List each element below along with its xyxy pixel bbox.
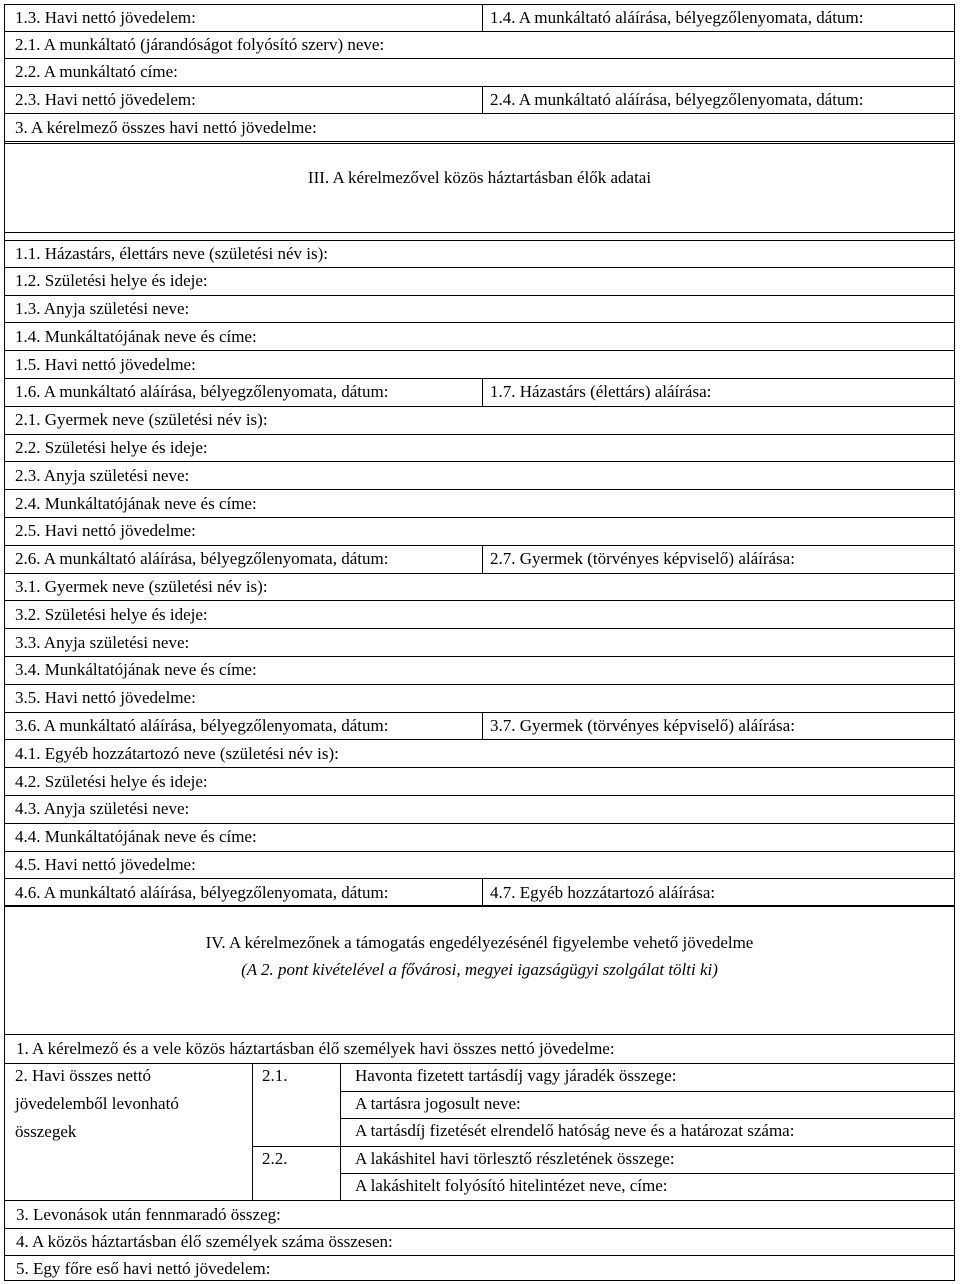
household-row-right-label: 1.7. Házastárs (élettárs) aláírása: xyxy=(490,382,712,402)
household-row-label: 3.6. A munkáltató aláírása, bélyegzőlenyomata, dátum: xyxy=(15,715,389,735)
household-row-label: 1.5. Havi nettó jövedelme: xyxy=(15,354,196,374)
household-row-right-label: 3.7. Gyermek (törvényes képviselő) aláírása: xyxy=(490,715,795,735)
section-iii-title: III. A kérelmezővel közös háztartásban élők adatai xyxy=(307,168,652,187)
household-row xyxy=(4,852,955,880)
divider xyxy=(252,1146,954,1147)
divider xyxy=(4,143,955,144)
household-row xyxy=(4,407,955,435)
household-row-label: 2.6. A munkáltató aláírása, bélyegzőlenyomata, dátum: xyxy=(15,549,389,569)
household-row-label: 1.1. Házastárs, élettárs neve (születési név is): xyxy=(15,243,328,263)
household-row-label: 2.1. Gyermek neve (születési név is): xyxy=(15,410,268,430)
sub-item-2-1-b: A tartásra jogosult neve: xyxy=(355,1094,521,1113)
top-row-label: 2.3. Havi nettó jövedelem: xyxy=(15,90,196,110)
divider xyxy=(4,905,955,906)
household-row-label: 4.1. Egyéb hozzátartozó neve (születési név is): xyxy=(15,743,339,763)
household-row-label: 3.3. Anyja születési neve: xyxy=(15,632,190,652)
income-row-1-label: 1. A kérelmező és a vele közös háztartásban élő személyek havi összes nettó jövedelme: xyxy=(16,1039,615,1058)
divider xyxy=(340,1091,954,1092)
household-row-label: 2.3. Anyja születési neve: xyxy=(15,465,190,485)
household-row xyxy=(4,379,955,407)
divider xyxy=(482,5,483,31)
household-row-label: 4.2. Születési helye és ideje: xyxy=(15,771,208,791)
top-row xyxy=(4,114,955,142)
household-row xyxy=(4,435,955,463)
income-row-1 xyxy=(4,1034,955,1064)
deductions-label-line-3: összegek xyxy=(15,1122,77,1141)
household-row-label: 3.4. Munkáltatójának neve és címe: xyxy=(15,660,257,680)
divider xyxy=(482,879,483,906)
divider xyxy=(252,1064,253,1201)
household-row xyxy=(4,740,955,768)
household-row-label: 4.6. A munkáltató aláírása, bélyegzőlenyomata, dátum: xyxy=(15,882,389,902)
section-iv-title: IV. A kérelmezőnek a támogatás engedélyezésénél figyelembe vehető jövedelme xyxy=(205,933,754,952)
divider xyxy=(482,713,483,740)
household-row xyxy=(4,518,955,546)
household-row-label: 2.5. Havi nettó jövedelme: xyxy=(15,521,196,541)
household-row-label: 1.3. Anyja születési neve: xyxy=(15,298,190,318)
household-row xyxy=(4,351,955,379)
top-row-label: 3. A kérelmező összes havi nettó jövedelme: xyxy=(15,117,317,137)
top-row-label: 2.2. A munkáltató címe: xyxy=(15,62,178,82)
household-row xyxy=(4,240,955,268)
household-row-label: 2.4. Munkáltatójának neve és címe: xyxy=(15,493,257,513)
divider xyxy=(4,232,955,233)
deductions-label-line-1: 2. Havi összes nettó xyxy=(15,1066,151,1085)
household-row xyxy=(4,796,955,824)
household-row-label: 3.5. Havi nettó jövedelme: xyxy=(15,688,196,708)
household-row xyxy=(4,879,955,907)
top-row xyxy=(4,4,955,32)
household-row-label: 4.3. Anyja születési neve: xyxy=(15,799,190,819)
household-row xyxy=(4,713,955,741)
income-row-4-label: 4. A közös háztartásban élő személyek száma összesen: xyxy=(16,1232,393,1251)
section-iv-subtitle: (A 2. pont kivételével a fővárosi, megyei igazságügyi szolgálat tölti ki) xyxy=(241,960,718,979)
sub-item-2-2-a: A lakáshitel havi törlesztő részletének összege: xyxy=(355,1149,675,1168)
divider xyxy=(340,1118,954,1119)
household-row-label: 1.2. Születési helye és ideje: xyxy=(15,271,208,291)
household-row-right-label: 4.7. Egyéb hozzátartozó aláírása: xyxy=(490,882,716,902)
income-row-3-label: 3. Levonások után fennmaradó összeg: xyxy=(16,1204,281,1224)
divider xyxy=(482,546,483,573)
divider xyxy=(340,1173,954,1174)
household-row-right-label: 2.7. Gyermek (törvényes képviselő) aláírása: xyxy=(490,549,795,569)
household-row-label: 3.1. Gyermek neve (születési név is): xyxy=(15,576,268,596)
top-row xyxy=(4,87,955,115)
household-row-label: 1.6. A munkáltató aláírása, bélyegzőlenyomata, dátum: xyxy=(15,382,389,402)
top-row-right-label: 2.4. A munkáltató aláírása, bélyegzőlenyomata, dátum: xyxy=(490,90,864,110)
household-row xyxy=(4,768,955,796)
sub-item-2-1-c: A tartásdíj fizetését elrendelő hatóság neve és a határozat száma: xyxy=(355,1121,795,1140)
household-row xyxy=(4,574,955,602)
household-row xyxy=(4,296,955,324)
top-row-right-label: 1.4. A munkáltató aláírása, bélyegzőlenyomata, dátum: xyxy=(490,7,864,27)
household-row-label: 1.4. Munkáltatójának neve és címe: xyxy=(15,326,257,346)
divider xyxy=(482,379,483,406)
top-row xyxy=(4,32,955,60)
household-row xyxy=(4,601,955,629)
household-row xyxy=(4,268,955,296)
sub-item-2-1-number: 2.1. xyxy=(262,1066,288,1085)
sub-item-2-2-number: 2.2. xyxy=(262,1149,288,1168)
sub-item-2-1-a: Havonta fizetett tartásdíj vagy járadék összege: xyxy=(355,1066,677,1085)
household-row xyxy=(4,629,955,657)
household-row-label: 3.2. Születési helye és ideje: xyxy=(15,604,208,624)
income-row-3 xyxy=(4,1200,955,1229)
household-row xyxy=(4,685,955,713)
income-row-5-label: 5. Egy főre eső havi nettó jövedelem: xyxy=(16,1259,271,1278)
income-row-4 xyxy=(4,1229,955,1256)
household-row xyxy=(4,323,955,351)
top-row-label: 1.3. Havi nettó jövedelem: xyxy=(15,7,196,27)
household-row xyxy=(4,490,955,518)
top-row-label: 2.1. A munkáltató (járandóságot folyósító szerv) neve: xyxy=(15,34,385,54)
household-row xyxy=(4,462,955,490)
top-row xyxy=(4,59,955,87)
divider xyxy=(340,1064,341,1201)
divider xyxy=(482,87,483,114)
household-row xyxy=(4,657,955,685)
household-row xyxy=(4,546,955,574)
deductions-label-line-2: jövedelemből levonható xyxy=(15,1094,179,1113)
sub-item-2-2-b: A lakáshitelt folyósító hitelintézet neve, címe: xyxy=(355,1176,668,1195)
income-row-5 xyxy=(4,1256,955,1282)
household-row-label: 2.2. Születési helye és ideje: xyxy=(15,437,208,457)
household-row-label: 4.5. Havi nettó jövedelme: xyxy=(15,854,196,874)
household-row xyxy=(4,824,955,852)
household-row-label: 4.4. Munkáltatójának neve és címe: xyxy=(15,827,257,847)
